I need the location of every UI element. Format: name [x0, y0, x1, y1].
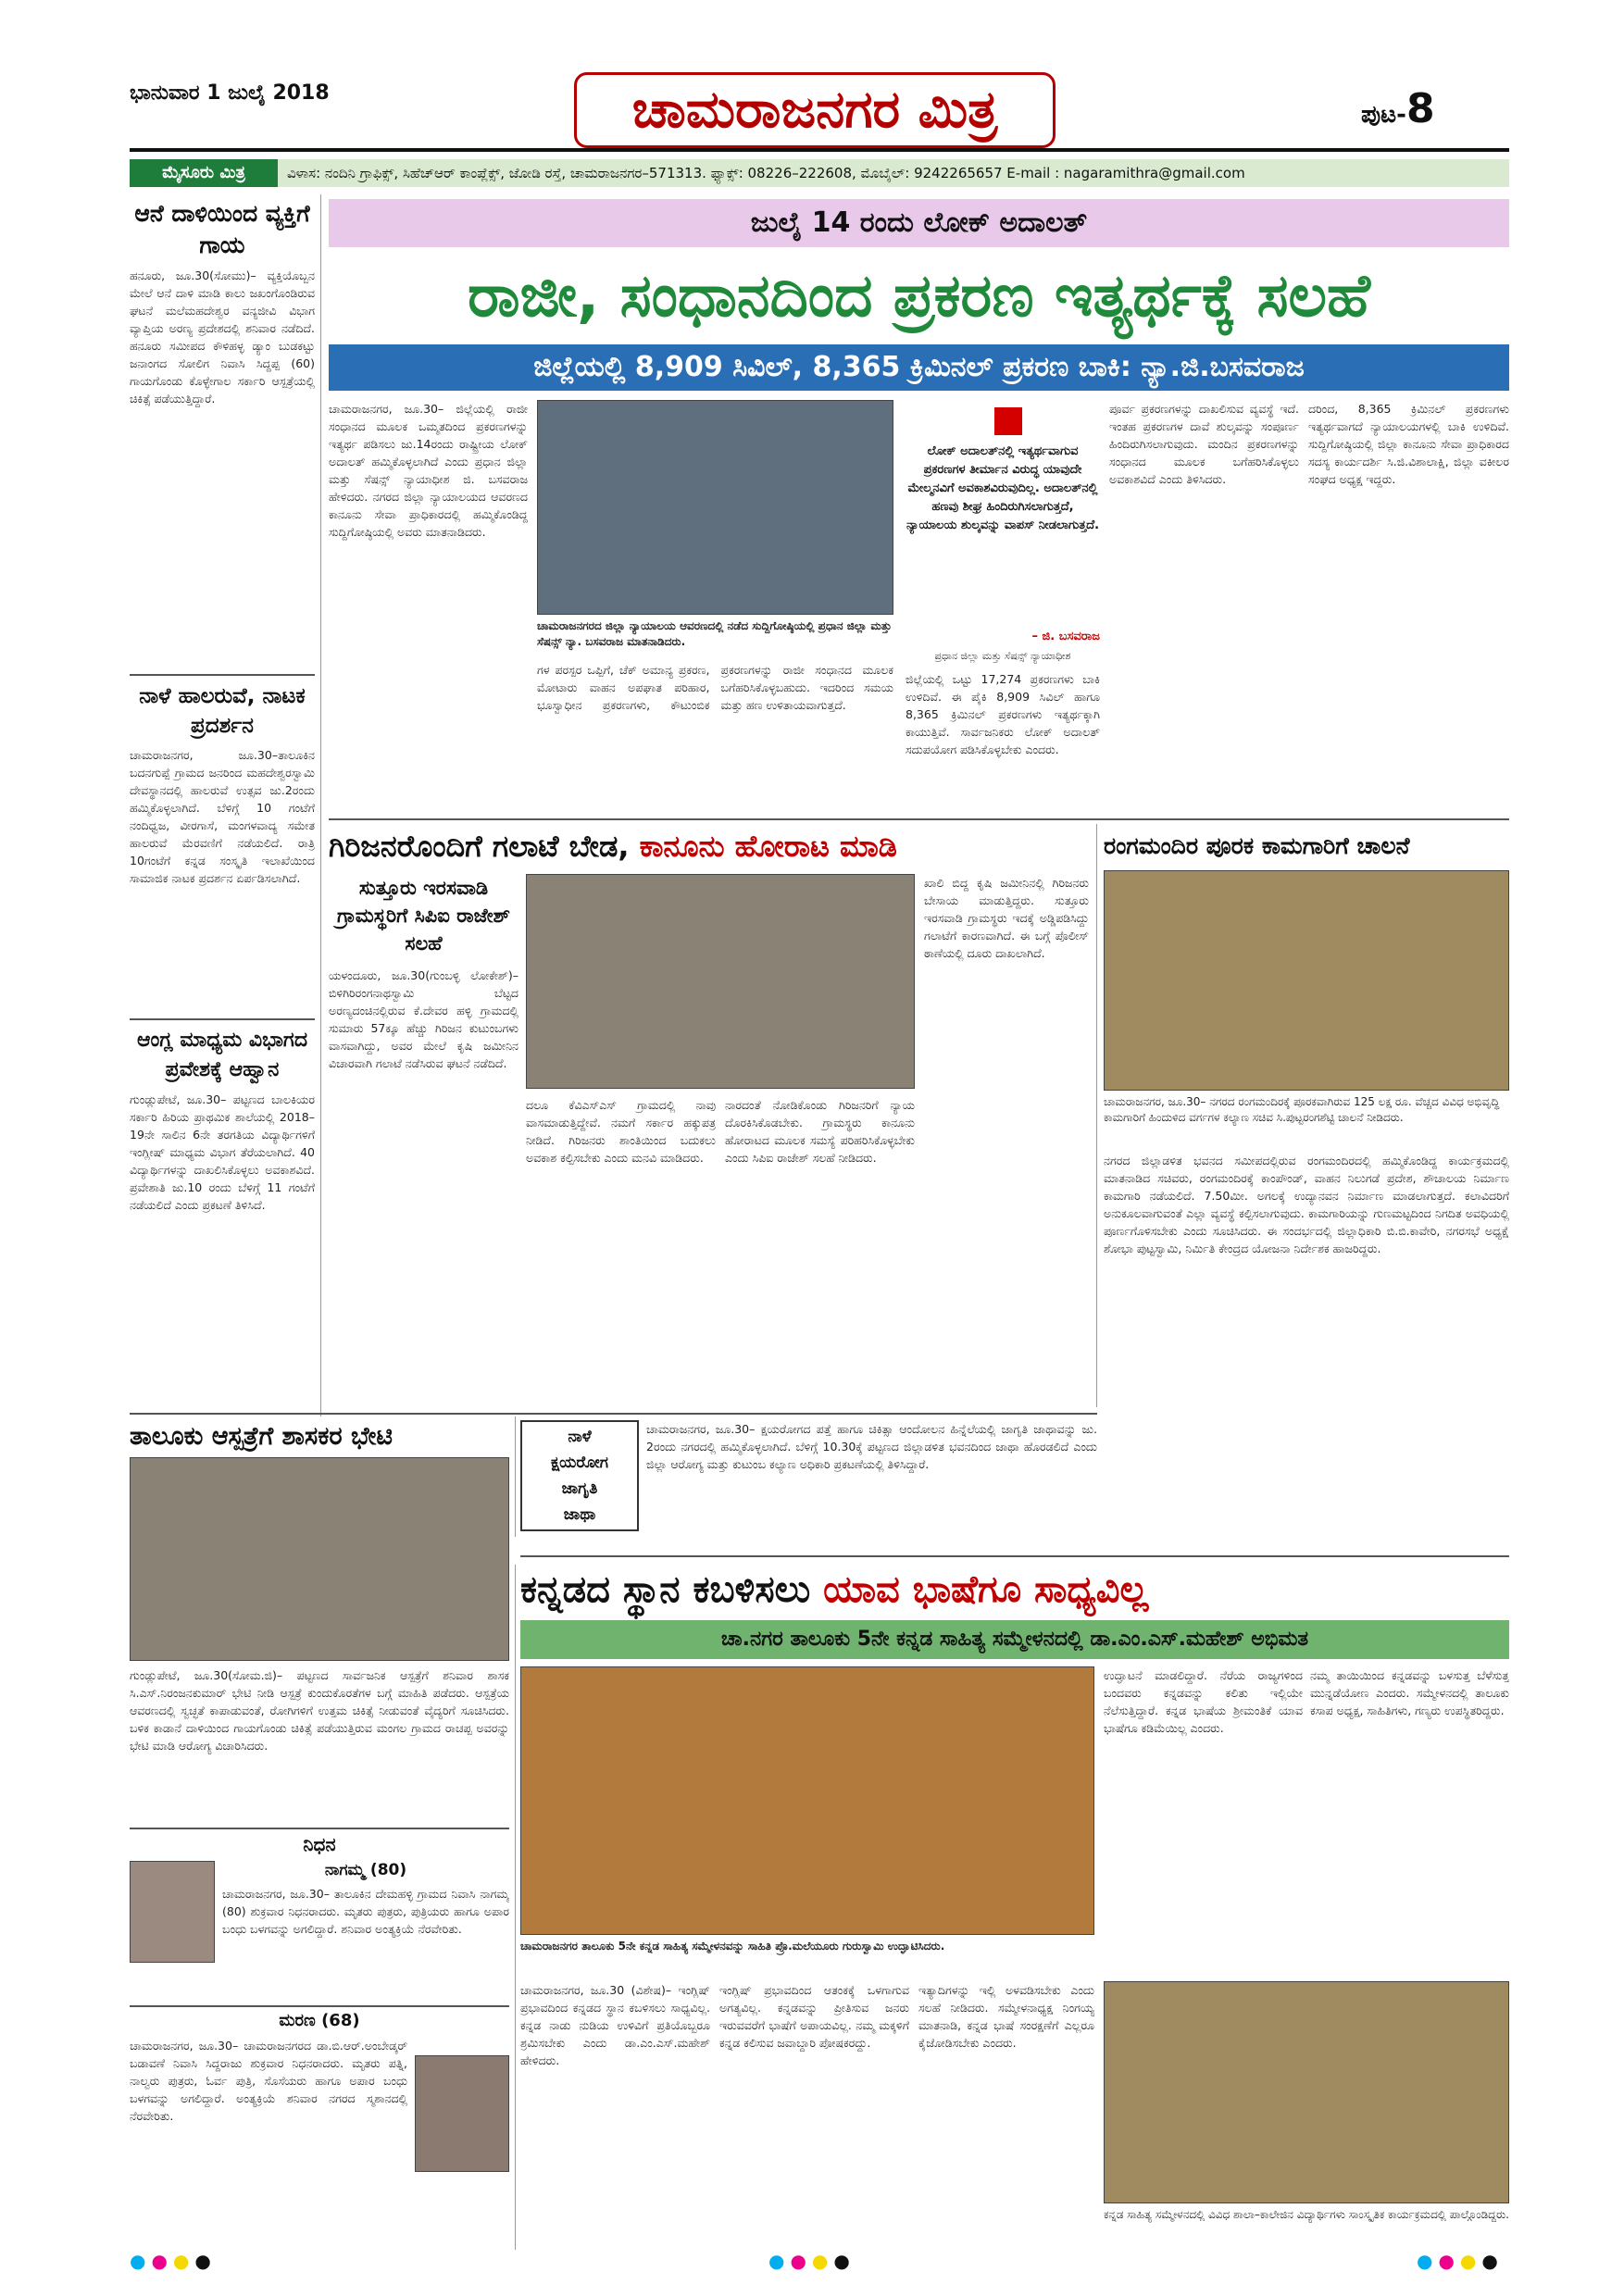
divider [329, 818, 1509, 820]
kannada-headline-part-1: ಕನ್ನಡದ ಸ್ಥಾನ ಕಬಳಿಸಲು [520, 1568, 824, 1611]
tribal-column-4: ಖಾಲಿ ಬಿದ್ದ ಕೃಷಿ ಜಮೀನಿನಲ್ಲಿ ಗಿರಿಜನರು ಬೇಸಾಯ ಮಾಡುತ್ತಿದ್ದರು. ಸುತ್ತೂರು ಇರಸವಾಡಿ ಗ್ರಾಮಸ್ಥರು ಇದಕ್ಕೆ ಅಡ್ಡಿಪಡಿಸಿದ್ದು ಗಲಾಟೆಗೆ ಕಾರಣವಾಗಿದೆ. ಈ ಬಗ್ಗೆ ಪೊಲೀಸ್ ಠಾಣೆಯಲ್ಲಿ ದೂರು ದಾಖಲಾಗಿದೆ. [924, 876, 1089, 960]
column-rule [515, 1416, 516, 1537]
lead-photo-caption: ಚಾಮರಾಜನಗರದ ಜಿಲ್ಲಾ ನ್ಯಾಯಾಲಯ ಆವರಣದಲ್ಲಿ ನಡೆದ ಸುದ್ದಿಗೋಷ್ಠಿಯಲ್ಲಿ ಪ್ರಧಾನ ಜಿಲ್ಲಾ ಮತ್ತು ಸೆಷನ್ಸ್ ನ್ಯಾ. ಬಸವರಾಜ ಮಾತನಾಡಿದರು. [537, 619, 893, 648]
story-elephant-body: ಹನೂರು, ಜೂ.30(ಸೋಮು)– ವ್ಯಕ್ತಿಯೊಬ್ಬನ ಮೇಲೆ ಆನೆ ದಾಳಿ ಮಾಡಿ ಕಾಲು ಜಖಂಗೊಂಡಿರುವ ಘಟನೆ ಮಲೆಮಹದೇಶ್ವರ ವನ್ಯಜೀವಿ ವಿಭಾಗ ವ್ಯಾಪ್ತಿಯ ಅರಣ್ಯ ಪ್ರದೇಶದಲ್ಲಿ ಶನಿವಾರ ನಡೆದಿದೆ. ಹನೂರು ಸಮೀಪದ ಕೌಳಿಹಳ್ಳ ಡ್ಯಾಂ ಬುಡಕಟ್ಟು ಜನಾಂಗದ ಸೋಲಿಗ ನಿವಾಸಿ ಸಿದ್ದಪ್ಪ (60) ಗಾಯಗೊಂಡು ಕೊಳ್ಳೇಗಾಲ ಸರ್ಕಾರಿ ಆಸ್ಪತ್ರೆಯಲ್ಲಿ ಚಿಕಿತ್ಸೆ ಪಡೆಯುತ್ತಿದ್ದಾರೆ. [130, 268, 315, 406]
lead-column-5: ದರಿಂದ, 8,365 ಕ್ರಿಮಿನಲ್ ಪ್ರಕರಣಗಳು ಇತ್ಯರ್ಥವಾಗದೆ ನ್ಯಾಯಾಲಯಗಳಲ್ಲಿ ಬಾಕಿ ಉಳಿದಿವೆ. ಸುದ್ದಿಗೋಷ್ಠಿಯಲ್ಲಿ ಜಿಲ್ಲಾ ಕಾನೂನು ಸೇವಾ ಪ್ರಾಧಿಕಾರದ ಸದಸ್ಯ ಕಾರ್ಯದರ್ಶಿ ಸಿ.ಜಿ.ವಿಶಾಲಾಕ್ಷಿ, ಜಿಲ್ಲಾ ವಕೀಲರ ಸಂಘದ ಅಧ್ಯಕ್ಷ ಇದ್ದರು. [1308, 402, 1509, 486]
registration-marks-right: ●●●● [1417, 2250, 1504, 2272]
story-elephant-headline: ಆನೆ ದಾಳಿಯಿಂದ ವ್ಯಕ್ತಿಗೆ ಗಾಯ [134, 200, 310, 258]
address-strip: ವಿಳಾಸ: ನಂದಿನಿ ಗ್ರಾಫಿಕ್ಸ್, ಸಿಹೆಚ್‌ಆರ್ ಕಾಂಪ್ಲೆಕ್ಸ್, ಜೋಡಿ ರಸ್ತೆ, ಚಾಮರಾಜನಗರ–571313. ಫ್ಯಾಕ್ಸ್: 08226–222608, ಮೊಬೈಲ್: 9242265657 E-mail : nagaramithra@gmail.com [130, 159, 1509, 187]
registration-marks-center: ●●●● [768, 2250, 856, 2272]
header-rule [130, 148, 1509, 152]
hospital-photo [130, 1457, 509, 1661]
page-label: ಪುಟ- [1361, 101, 1406, 129]
lead-photo [537, 400, 893, 615]
hospital-headline: ತಾಲೂಕು ಆಸ್ಪತ್ರೆಗೆ ಶಾಸಕರ ಭೇಟಿ [130, 1422, 393, 1451]
registration-marks-left: ●●●● [130, 2250, 217, 2272]
tb-box-line-3: ಜಾಗೃತಿ [561, 1479, 598, 1498]
tb-box-line-4: ಜಾಥಾ [563, 1505, 596, 1524]
divider [130, 1413, 1097, 1415]
story-english-medium-headline: ಆಂಗ್ಲ ಮಾಧ್ಯಮ ವಿಭಾಗದ ಪ್ರವೇಶಕ್ಕೆ ಆಹ್ವಾನ [136, 1029, 308, 1081]
lead-headline: ರಾಜೀ, ಸಂಧಾನದಿಂದ ಪ್ರಕರಣ ಇತ್ಯರ್ಥಕ್ಕೆ ಸಲಹೆ [468, 262, 1370, 331]
tribal-headline-part-1: ಗಿರಿಜನರೊಂದಿಗೆ ಗಲಾಟೆ ಬೇಡ, [329, 829, 640, 864]
tribal-column-2: ದಲೂ ಕೆವಿಎಸ್ಎಸ್ ಗ್ರಾಮದಲ್ಲಿ ನಾವು ವಾಸಮಾಡುತ್ತಿದ್ದೇವೆ. ನಮಗೆ ಸರ್ಕಾರ ಹಕ್ಕುಪತ್ರ ನೀಡಿದೆ. ಗಿರಿಜನರು ಶಾಂತಿಯಿಂದ ಬದುಕಲು ಅವಕಾಶ ಕಲ್ಪಿಸಬೇಕು ಎಂದು ಮನವಿ ಮಾಡಿದರು. [526, 1098, 716, 1165]
obituary-2-age: (68) [321, 2011, 360, 2030]
lead-column-3: ಜಿಲ್ಲೆಯಲ್ಲಿ ಒಟ್ಟು 17,274 ಪ್ರಕರಣಗಳು ಬಾಕಿ ಉಳಿದಿವೆ. ಈ ಪೈಕಿ 8,909 ಸಿವಿಲ್ ಹಾಗೂ 8,365 ಕ್ರಿಮಿನಲ್ ಪ್ರಕರಣಗಳು ಇತ್ಯರ್ಥಕ್ಕಾಗಿ ಕಾಯುತ್ತಿವೆ. ಸಾರ್ವಜನಿಕರು ಲೋಕ್ ಅದಾಲತ್ ಸದುಪಯೋಗ ಪಡಿಸಿಕೊಳ್ಳಬೇಕು ಎಂದರು. [906, 672, 1100, 756]
kannada-column-3: ಇಂಗ್ಲಿಷ್ ಪ್ರಭಾವದಿಂದ ಆತಂಕಕ್ಕೆ ಒಳಗಾಗುವ ಅಗತ್ಯವಿಲ್ಲ. ಕನ್ನಡವನ್ನು ಪ್ರೀತಿಸುವ ಜನರು ಇರುವವರೆಗೆ ಭಾಷೆಗೆ ಅಪಾಯವಿಲ್ಲ. ನಮ್ಮ ಮಕ್ಕಳಿಗೆ ಕನ್ನಡ ಕಲಿಸುವ ಜವಾಬ್ದಾರಿ ಪೋಷಕರದ್ದು. [719, 1983, 909, 2050]
column-rule [320, 194, 321, 1416]
kannada-photo-2-caption: ಕನ್ನಡ ಸಾಹಿತ್ಯ ಸಮ್ಮೇಳನದಲ್ಲಿ ವಿವಿಧ ಶಾಲಾ–ಕಾಲೇಜಿನ ವಿದ್ಯಾರ್ಥಿಗಳು ಸಾಂಸ್ಕೃತಿಕ ಕಾರ್ಯಕ್ರಮದಲ್ಲಿ ಪಾಲ್ಗೊಂಡಿದ್ದರು. [1104, 2208, 1509, 2221]
kannada-column-1: ಉದ್ಘಾಟನೆ ಮಾಡಲಿದ್ದಾರೆ. ನೆರೆಯ ರಾಜ್ಯಗಳಿಂದ ಬಂದವರು ಕನ್ನಡವನ್ನು ಕಲಿತು ಇಲ್ಲಿಯೇ ನೆಲೆಸುತ್ತಿದ್ದಾರೆ. ಕನ್ನಡ ಭಾಷೆಯ ಶ್ರೀಮಂತಿಕೆ ಯಾವ ಭಾಷೆಗೂ ಕಡಿಮೆಯಿಲ್ಲ ಎಂದರು. [1104, 1668, 1303, 1735]
tb-body: ಚಾಮರಾಜನಗರ, ಜೂ.30– ಕ್ಷಯರೋಗದ ಪತ್ತೆ ಹಾಗೂ ಚಿಕಿತ್ಸಾ ಆಂದೋಲನ ಹಿನ್ನೆಲೆಯಲ್ಲಿ ಜಾಗೃತಿ ಜಾಥಾವನ್ನು ಜು. 2ರಂದು ನಗರದಲ್ಲಿ ಹಮ್ಮಿಕೊಳ್ಳಲಾಗಿದೆ. ಬೆಳಿಗ್ಗೆ 10.30ಕ್ಕೆ ಪಟ್ಟಣದ ಜಿಲ್ಲಾಡಳಿತ ಭವನದಿಂದ ಜಾಥಾ ಹೊರಡಲಿದೆ ಎಂದು ಜಿಲ್ಲಾ ಆರೋಗ್ಯ ಮತ್ತು ಕುಟುಂಬ ಕಲ್ಯಾಣ ಅಧಿಕಾರಿ ಪ್ರಕಟಣೆಯಲ್ಲಿ ತಿಳಿಸಿದ್ದಾರೆ. [646, 1422, 1097, 1471]
lead-column-2: ಗಳ ಪರಸ್ಪರ ಒಪ್ಪಿಗೆ, ಚೆಕ್ ಅಮಾನ್ಯ ಪ್ರಕರಣ, ಮೋಟಾರು ವಾಹನ ಅಪಘಾತ ಪರಿಹಾರ, ಭೂಸ್ವಾಧೀನ ಪ್ರಕರಣಗಳು, ಕೌಟುಂಬಿಕ ಪ್ರಕರಣಗಳನ್ನು ರಾಜೀ ಸಂಧಾನದ ಮೂಲಕ ಬಗೆಹರಿಸಿಕೊಳ್ಳಬಹುದು. ಇದರಿಂದ ಸಮಯ ಮತ್ತು ಹಣ ಉಳಿತಾಯವಾಗುತ್ತದೆ. [537, 663, 893, 712]
story-drama-body: ಚಾಮರಾಜನಗರ, ಜೂ.30–ತಾಲೂಕಿನ ಬದನಗುಪ್ಪೆ ಗ್ರಾಮದ ಜನರಿಂದ ಮಹದೇಶ್ವರಸ್ವಾಮಿ ದೇವಸ್ಥಾನದಲ್ಲಿ ಹಾಲರುವೆ ಉತ್ಸವ ಜು.2ರಂದು ಹಮ್ಮಿಕೊಳ್ಳಲಾಗಿದೆ. ಬೆಳಿಗ್ಗೆ 10 ಗಂಟೆಗೆ ನಂದಿಧ್ವಜ, ವೀರಗಾಸೆ, ಮಂಗಳವಾದ್ಯ ಸಮೇತ ಹಾಲರುವೆ ಮೆರವಣಿಗೆ ನಡೆಯಲಿದೆ. ರಾತ್ರಿ 10ಗಂಟೆಗೆ ಕನ್ನಡ ಸಂಸ್ಕೃತಿ ಇಲಾಖೆಯಿಂದ ಸಾಮಾಜಿಕ ನಾಟಕ ಪ್ರದರ್ಶನ ಏರ್ಪಡಿಸಲಾಗಿದೆ. [130, 748, 315, 885]
tribal-headline [329, 826, 1088, 867]
lead-kicker: ಜುಲೈ 14 ರಂದು ಲೋಕ್ ಅದಾಲತ್ [329, 199, 1509, 247]
divider [130, 674, 315, 676]
kannada-headline [520, 1563, 1509, 1616]
obituary-photo-2 [415, 2055, 509, 2172]
kannada-column-5: ನಮ್ಮ ತಾಯಿಯಿಂದ ಕನ್ನಡವನ್ನು ಬಳಸುತ್ತ ಬೆಳೆಸುತ್ತ ಮುನ್ನಡೆಯೋಣ ಎಂದರು. ಸಮ್ಮೇಳನದಲ್ಲಿ ತಾಲೂಕು ಕಸಾಪ ಅಧ್ಯಕ್ಷ, ಸಾಹಿತಿಗಳು, ಗಣ್ಯರು ಉಪಸ್ಥಿತರಿದ್ದರು. [1310, 1668, 1509, 1717]
obituary-section-label: ನಿಧನ [303, 1833, 336, 1855]
kannada-subhead: ಚಾ.ನಗರ ತಾಲೂಕು 5ನೇ ಕನ್ನಡ ಸಾಹಿತ್ಯ ಸಮ್ಮೇಳನದಲ್ಲಿ ಡಾ.ಎಂ.ಎಸ್.ಮಹೇಶ್ ಅಭಿಮತ [520, 1620, 1509, 1659]
masthead: ಚಾಮರಾಜನಗರ ಮಿತ್ರ [574, 72, 1056, 148]
kannada-photo [520, 1666, 1094, 1935]
tb-box-line-1: ನಾಳೆ [568, 1428, 592, 1446]
obituary-photo-1 [130, 1861, 215, 1963]
stage-body: ನಗರದ ಜಿಲ್ಲಾಡಳಿತ ಭವನದ ಸಮೀಪದಲ್ಲಿರುವ ರಂಗಮಂದಿರದಲ್ಲಿ ಹಮ್ಮಿಕೊಂಡಿದ್ದ ಕಾರ್ಯಕ್ರಮದಲ್ಲಿ ಮಾತನಾಡಿದ ಸಚಿವರು, ರಂಗಮಂದಿರಕ್ಕೆ ಕಾಂಪೌಂಡ್, ವಾಹನ ನಿಲುಗಡೆ ಪ್ರದೇಶ, ಶೌಚಾಲಯ ನಿರ್ಮಾಣ ಕಾಮಗಾರಿ ನಡೆಯಲಿದೆ. 7.50ಮೀ. ಅಗಲಕ್ಕೆ ಉದ್ಯಾನವನ ನಿರ್ಮಾಣ ಮಾಡಲಾಗುತ್ತದೆ. ಕಲಾವಿದರಿಗೆ ಅನುಕೂಲವಾಗುವಂತೆ ಎಲ್ಲಾ ವ್ಯವಸ್ಥೆ ಕಲ್ಪಿಸಲಾಗುವುದು. ಕಾಮಗಾರಿಯನ್ನು ಗುಣಮಟ್ಟದಿಂದ ನಿಗದಿತ ಅವಧಿಯಲ್ಲಿ ಪೂರ್ಣಗೊಳಿಸಬೇಕು ಎಂದು ಸೂಚಿಸಿದರು. ಈ ಸಂದರ್ಭದಲ್ಲಿ ಜಿಲ್ಲಾಧಿಕಾರಿ ಬಿ.ಬಿ.ಕಾವೇರಿ, ನಗರಸಭೆ ಅಧ್ಯಕ್ಷೆ ಶೋಭಾ ಪುಟ್ಟಸ್ವಾಮಿ, ನಿರ್ಮಿತಿ ಕೇಂದ್ರದ ಯೋಜನಾ ನಿರ್ದೇಶಕ ಹಾಜರಿದ್ದರು. [1104, 1154, 1509, 1255]
stage-headline: ರಂಗಮಂದಿರ ಪೂರಕ ಕಾಮಗಾರಿಗೆ ಚಾಲನೆ [1104, 832, 1410, 859]
story-english-medium-body: ಗುಂಡ್ಲುಪೇಟೆ, ಜೂ.30– ಪಟ್ಟಣದ ಬಾಲಕಿಯರ ಸರ್ಕಾರಿ ಹಿರಿಯ ಪ್ರಾಥಮಿಕ ಶಾಲೆಯಲ್ಲಿ 2018–19ನೇ ಸಾಲಿನ 6ನೇ ತರಗತಿಯ ವಿದ್ಯಾರ್ಥಿಗಳಿಗೆ ಇಂಗ್ಲೀಷ್ ಮಾಧ್ಯಮ ವಿಭಾಗ ತೆರೆಯಲಾಗಿದೆ. 40 ವಿದ್ಯಾರ್ಥಿಗಳನ್ನು ದಾಖಲಿಸಿಕೊಳ್ಳಲು ಅವಕಾಶವಿದೆ. ಪ್ರವೇಶಾತಿ ಜು.10 ರಂದು ಬೆಳಿಗ್ಗೆ 11 ಗಂಟೆಗೆ ನಡೆಯಲಿದೆ ಎಂದು ಪ್ರಕಟಣೆ ತಿಳಿಸಿದೆ. [130, 1092, 315, 1212]
column-rule [515, 1565, 516, 2250]
obituary-1-name: ನಾಗಮ್ಮ (80) [324, 1861, 407, 1879]
quote-role: ಪ್ರಧಾನ ಜಿಲ್ಲಾ ಮತ್ತು ಸೆಷನ್ಸ್ ನ್ಯಾಯಾಧೀಶ [934, 650, 1071, 662]
obituary-2-label: ಮರಣ [279, 2011, 316, 2030]
tb-box [520, 1420, 639, 1531]
obituary-2-heading [130, 2011, 509, 2030]
quote-author: – ಜಿ. ಬಸವರಾಜ [1031, 630, 1100, 643]
stage-photo [1104, 870, 1509, 1091]
quote-marker [994, 407, 1022, 435]
brand-badge: ಮೈಸೂರು ಮಿತ್ರ [130, 159, 278, 187]
kannada-photo-caption: ಚಾಮರಾಜನಗರ ತಾಲೂಕು 5ನೇ ಕನ್ನಡ ಸಾಹಿತ್ಯ ಸಮ್ಮೇಳನವನ್ನು ಸಾಹಿತಿ ಪ್ರೊ.ಮಲೆಯೂರು ಗುರುಸ್ವಾಮಿ ಉದ್ಘಾಟಿಸಿದರು. [520, 1940, 945, 1953]
lead-column-1: ಚಾಮರಾಜನಗರ, ಜೂ.30– ಜಿಲ್ಲೆಯಲ್ಲಿ ರಾಜೀ ಸಂಧಾನದ ಮೂಲಕ ಒಮ್ಮತದಿಂದ ಪ್ರಕರಣಗಳನ್ನು ಇತ್ಯರ್ಥ ಪಡಿಸಲು ಜು.14ರಂದು ರಾಷ್ಟ್ರೀಯ ಲೋಕ್ ಅದಾಲತ್ ಹಮ್ಮಿಕೊಳ್ಳಲಾಗಿದೆ ಎಂದು ಪ್ರಧಾನ ಜಿಲ್ಲಾ ಮತ್ತು ಸೆಷನ್ಸ್ ನ್ಯಾಯಾಧೀಶ ಜಿ. ಬಸವರಾಜ ಹೇಳಿದರು. ನಗರದ ಜಿಲ್ಲಾ ನ್ಯಾಯಾಲಯದ ಆವರಣದ ಕಾನೂನು ಸೇವಾ ಪ್ರಾಧಿಕಾರದಲ್ಲಿ ಹಮ್ಮಿಕೊಂಡಿದ್ದ ಸುದ್ದಿಗೋಷ್ಠಿಯಲ್ಲಿ ಅವರು ಮಾತನಾಡಿದರು. [329, 402, 528, 539]
page-number-value: 8 [1405, 85, 1435, 132]
tribal-column-3: ನಾರದಂತೆ ನೋಡಿಕೊಂಡು ಗಿರಿಜನರಿಗೆ ನ್ಯಾಯ ದೊರಕಿಸಿಕೊಡಬೇಕು. ಗ್ರಾಮಸ್ಥರು ಕಾನೂನು ಹೋರಾಟದ ಮೂಲಕ ಸಮಸ್ಯೆ ಪರಿಹರಿಸಿಕೊಳ್ಳಬೇಕು ಎಂದು ಸಿಪಿಐ ರಾಜೇಶ್ ಸಲಹೆ ನೀಡಿದರು. [725, 1098, 915, 1165]
lead-column-4: ಪೂರ್ವ ಪ್ರಕರಣಗಳನ್ನು ದಾಖಲಿಸುವ ವ್ಯವಸ್ಥೆ ಇದೆ. ಇಂತಹ ಪ್ರಕರಣಗಳ ದಾವೆ ಶುಲ್ಕವನ್ನು ಸಂಪೂರ್ಣ ಹಿಂದಿರುಗಿಸಲಾಗುವುದು. ಮಂದಿನ ಪ್ರಕರಣಗಳನ್ನು ಸಂಧಾನದ ಮೂಲಕ ಬಗೆಹರಿಸಿಕೊಳ್ಳಲು ಅವಕಾಶವಿದೆ ಎಂದು ತಿಳಿಸಿದರು. [1109, 402, 1299, 486]
tribal-column-1: ಯಳಂದೂರು, ಜೂ.30(ಗುಂಬಳ್ಳಿ ಲೋಕೇಶ್)– ಬಿಳಿಗಿರಿರಂಗನಾಥಸ್ವಾಮಿ ಬೆಟ್ಟದ ಅರಣ್ಯದಂಚಿನಲ್ಲಿರುವ ಕೆ.ದೇವರ ಹಳ್ಳಿ ಗ್ರಾಮದಲ್ಲಿ ಸುಮಾರು 57ಕ್ಕೂ ಹೆಚ್ಚು ಗಿರಿಜನ ಕುಟುಂಬಗಳು ವಾಸವಾಗಿದ್ದು, ಅವರ ಮೇಲೆ ಕೃಷಿ ಜಮೀನಿನ ವಿಚಾರವಾಗಿ ಗಲಾಟೆ ನಡೆಸಿರುವ ಘಟನೆ ನಡೆದಿದೆ. [329, 968, 518, 1070]
story-drama-headline: ನಾಳೆ ಹಾಲರುವೆ, ನಾಟಕ ಪ್ರದರ್ಶನ [139, 684, 306, 738]
obituary-1-body: ಚಾಮರಾಜನಗರ, ಜೂ.30– ತಾಲೂಕಿನ ದೇಮಹಳ್ಳಿ ಗ್ರಾಮದ ನಿವಾಸಿ ನಾಗಮ್ಮ (80) ಶುಕ್ರವಾರ ನಿಧನರಾದರು. ಮೃತರು ಪುತ್ರರು, ಪುತ್ರಿಯರು ಹಾಗೂ ಅಪಾರ ಬಂಧು ಬಳಗವನ್ನು ಅಗಲಿದ್ದಾರೆ. ಶನಿವಾರ ಅಂತ್ಯಕ್ರಿಯೆ ನೆರವೇರಿತು. [222, 1887, 509, 1936]
tribal-headline-part-2: ಕಾನೂನು ಹೋರಾಟ ಮಾಡಿ [639, 829, 897, 864]
issue-date: ಭಾನುವಾರ 1 ಜುಲೈ 2018 [130, 81, 330, 105]
obituary-2-body: ಚಾಮರಾಜನಗರ, ಜೂ.30– ಚಾಮರಾಜನಗರದ ಡಾ.ಬಿ.ಆರ್.ಅಂಬೇಡ್ಕರ್ ಬಡಾವಣೆ ನಿವಾಸಿ ಸಿದ್ದರಾಜು ಶುಕ್ರವಾರ ನಿಧನರಾದರು. ಮೃತರು ಪತ್ನಿ, ನಾಲ್ವರು ಪುತ್ರರು, ಓರ್ವ ಪುತ್ರಿ, ಸೊಸೆಯರು ಹಾಗೂ ಅಪಾರ ಬಂಧು ಬಳಗವನ್ನು ಅಗಲಿದ್ದಾರೆ. ಅಂತ್ಯಕ್ರಿಯೆ ಶನಿವಾರ ನಗರದ ಸ್ಮಶಾನದಲ್ಲಿ ನೆರವೇರಿತು. [130, 2039, 407, 2123]
page-number [1361, 85, 1435, 132]
tribal-photo [526, 874, 915, 1089]
kannada-column-2: ಚಾಮರಾಜನಗರ, ಜೂ.30 (ವಿಶೇಷ)– ಇಂಗ್ಲಿಷ್ ಪ್ರಭಾವದಿಂದ ಕನ್ನಡದ ಸ್ಥಾನ ಕಬಳಿಸಲು ಸಾಧ್ಯವಿಲ್ಲ. ಕನ್ನಡ ನಾಡು ನುಡಿಯ ಉಳಿವಿಗೆ ಪ್ರತಿಯೊಬ್ಬರೂ ಶ್ರಮಿಸಬೇಕು ಎಂದು ಡಾ.ಎಂ.ಎಸ್.ಮಹೇಶ್ ಹೇಳಿದರು. [520, 1983, 710, 2067]
tribal-side-headline: ಸುತ್ತೂರು ಇರಸವಾಡಿ ಗ್ರಾಮಸ್ಥರಿಗೆ ಸಿಪಿಐ ರಾಜೇಶ್ ಸಲಹೆ [337, 877, 510, 955]
lead-subhead: ಜಿಲ್ಲೆಯಲ್ಲಿ 8,909 ಸಿವಿಲ್, 8,365 ಕ್ರಿಮಿನಲ್ ಪ್ರಕರಣ ಬಾಕಿ: ನ್ಯಾ.ಜಿ.ಬಸವರಾಜ [329, 344, 1509, 391]
divider [130, 1828, 509, 1829]
kannada-photo-2 [1104, 1981, 1509, 2203]
kannada-headline-part-2: ಯಾವ ಭಾಷೆಗೂ ಸಾಧ್ಯವಿಲ್ಲ [823, 1568, 1149, 1611]
divider [130, 1018, 315, 1020]
tb-box-line-2: ಕ್ಷಯರೋಗ [550, 1454, 609, 1472]
divider [130, 2005, 509, 2007]
lead-pull-quote: ಲೋಕ್ ಅದಾಲತ್‌ನಲ್ಲಿ ಇತ್ಯರ್ಥವಾಗುವ ಪ್ರಕರಣಗಳ ತೀರ್ಮಾನ ವಿರುದ್ಧ ಯಾವುದೇ ಮೇಲ್ಮನವಿಗೆ ಅವಕಾಶವಿರುವುದಿಲ್ಲ. ಅದಾಲತ್‌ನಲ್ಲಿ ಹಣವು ಶೀಘ್ರ ಹಿಂದಿರುಗಿಸಲಾಗುತ್ತದೆ, ನ್ಯಾಯಾಲಯ ಶುಲ್ಕವನ್ನು ವಾಪಸ್ ನೀಡಲಾಗುತ್ತದೆ. [906, 444, 1100, 532]
divider [520, 1555, 1509, 1557]
hospital-body: ಗುಂಡ್ಲುಪೇಟೆ, ಜೂ.30(ಸೋಮ.ಜಿ)– ಪಟ್ಟಣದ ಸಾರ್ವಜನಿಕ ಆಸ್ಪತ್ರೆಗೆ ಶನಿವಾರ ಶಾಸಕ ಸಿ.ಎಸ್.ನಿರಂಜನಕುಮಾರ್ ಭೇಟಿ ನೀಡಿ ಆಸ್ಪತ್ರೆ ಕುಂದುಕೊರತೆಗಳ ಬಗ್ಗೆ ಮಾಹಿತಿ ಪಡೆದರು. ಆಸ್ಪತ್ರೆಯ ಆವರಣದಲ್ಲಿ ಸ್ವಚ್ಛತೆ ಕಾಪಾಡುವಂತೆ, ರೋಗಿಗಳಿಗೆ ಉತ್ತಮ ಚಿಕಿತ್ಸೆ ನೀಡುವಂತೆ ವೈದ್ಯರಿಗೆ ಸೂಚಿಸಿದರು. ಬಳಿಕ ಕಾಡಾನೆ ದಾಳಿಯಿಂದ ಗಾಯಗೊಂಡು ಚಿಕಿತ್ಸೆ ಪಡೆಯುತ್ತಿರುವ ಮಂಗಲ ಗ್ರಾಮದ ರಾಚಪ್ಪ ಅವರನ್ನು ಭೇಟಿ ಮಾಡಿ ಆರೋಗ್ಯ ವಿಚಾರಿಸಿದರು. [130, 1668, 509, 1753]
stage-caption: ಚಾಮರಾಜನಗರ, ಜೂ.30– ನಗರದ ರಂಗಮಂದಿರಕ್ಕೆ ಪೂರಕವಾಗಿರುವ 125 ಲಕ್ಷ ರೂ. ವೆಚ್ಚದ ವಿವಿಧ ಅಭಿವೃದ್ಧಿ ಕಾಮಗಾರಿಗೆ ಹಿಂದುಳಿದ ವರ್ಗಗಳ ಕಲ್ಯಾಣ ಸಚಿವ ಸಿ.ಪುಟ್ಟರಂಗಶೆಟ್ಟಿ ಚಾಲನೆ ನೀಡಿದರು. [1104, 1095, 1500, 1124]
column-rule [1096, 824, 1097, 1407]
kannada-column-4: ಇತ್ಯಾದಿಗಳನ್ನು ಇಲ್ಲಿ ಅಳವಡಿಸಬೇಕು ಎಂದು ಸಲಹೆ ನೀಡಿದರು. ಸಮ್ಮೇಳನಾಧ್ಯಕ್ಷ ನಿಂಗಯ್ಯ ಮಾತನಾಡಿ, ಕನ್ನಡ ಭಾಷೆ ಸಂರಕ್ಷಣೆಗೆ ಎಲ್ಲರೂ ಕೈಜೋಡಿಸಬೇಕು ಎಂದರು. [918, 1983, 1094, 2050]
